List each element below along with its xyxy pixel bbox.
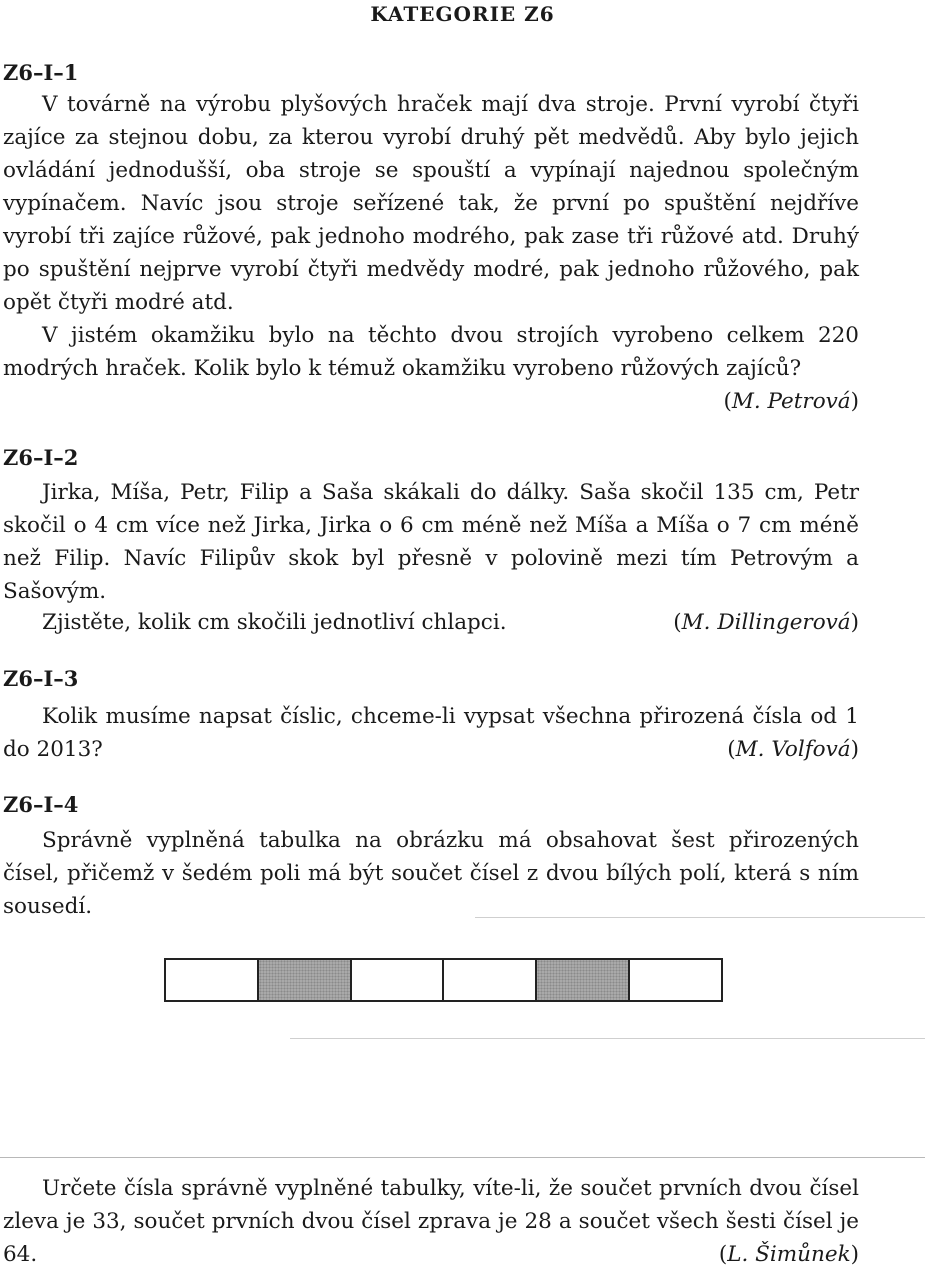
category-title: KATEGORIE Z6	[370, 2, 555, 26]
task-1-paragraph-1: V továrně na výrobu plyšových hraček mají dva stroje. První vyrobí čtyři zajíce za stejnou dobu, za kterou vyrobí druhý pět medvědů. Aby bylo jejich ovládání jednodušší, oba stroje se spouští a vypínají najednou společným vypínačem. Navíc jsou stroje seřízené tak, že první po spuštění nejdříve vyrobí tři zajíce růžové, pak jednoho modrého, pak zase tři růžové atd. Druhý po spuštění nejprve vyrobí čtyři medvědy modré, pak jednoho růžového, pak opět čtyři modré atd.	[3, 92, 859, 315]
task-4-author-name: L. Šimůnek	[727, 1242, 851, 1267]
figure-cell-white	[444, 960, 537, 1000]
task-1-author: (M. Petrová)	[723, 389, 859, 414]
figure-table	[164, 958, 723, 1002]
task-3-author-name: M. Volfová	[735, 737, 851, 762]
task-1-author-name: M. Petrová	[731, 389, 851, 414]
task-4-author: (L. Šimůnek)	[718, 1242, 859, 1267]
task-4-paragraph-1: Správně vyplněná tabulka na obrázku má obsahovat šest přirozených čísel, přičemž v šedém poli má být součet čísel z dvou bílých polí, která s ním sousedí.	[3, 828, 859, 919]
task-4-heading: Z6–I–4	[3, 792, 79, 817]
task-2-paragraph-2-text: Zjistěte, kolik cm skočili jednotliví chlapci.	[42, 610, 507, 635]
figure-cell-white	[352, 960, 445, 1000]
task-1-paragraph-2	[3, 319, 859, 418]
task-1-heading: Z6–I–1	[3, 60, 79, 85]
task-3-paragraph-1-text: Kolik musíme napsat číslic, chceme-li vypsat všechna přirozená čísla od 1 do 2013?	[3, 704, 859, 762]
task-1-paragraph-2-text: V jistém okamžiku bylo na těchto dvou strojích vyrobeno celkem 220 modrých hraček. Kolik bylo k témuž okamžiku vyrobeno růžových zajíců?	[3, 323, 859, 381]
task-2-paragraph-1: Jirka, Míša, Petr, Filip a Saša skákali do dálky. Saša skočil 135 cm, Petr skočil o 4 cm více než Jirka, Jirka o 6 cm méně než Míša a Míša o 7 cm méně než Filip. Navíc Filipův skok byl přesně v polovině mezi tím Petrovým a Sašovým.	[3, 480, 859, 604]
figure-cell-white	[630, 960, 721, 1000]
task-4-paragraph-2-text: Určete čísla správně vyplněné tabulky, víte-li, že součet prvních dvou čísel zleva je 33, součet prvních dvou čísel zprava je 28 a součet všech šesti čísel je 64.	[3, 1176, 859, 1267]
task-2-heading: Z6–I–2	[3, 445, 79, 470]
task-4-paragraph-2	[3, 1172, 859, 1271]
task-3-paragraph-1	[3, 700, 859, 766]
task-3-author: (M. Volfová)	[727, 737, 859, 762]
scan-artifact-line	[290, 1038, 925, 1039]
figure-cell-white	[166, 960, 259, 1000]
scan-artifact-line	[475, 917, 925, 918]
figure-cell-grey	[537, 960, 630, 1000]
task-2-author: (M. Dillingerová)	[673, 610, 859, 635]
task-2-author-name: M. Dillingerová	[681, 610, 851, 635]
scan-artifact-line	[0, 1157, 925, 1158]
task-3-heading: Z6–I–3	[3, 666, 79, 691]
task-2-paragraph-2	[3, 606, 859, 639]
figure-cell-grey	[259, 960, 352, 1000]
